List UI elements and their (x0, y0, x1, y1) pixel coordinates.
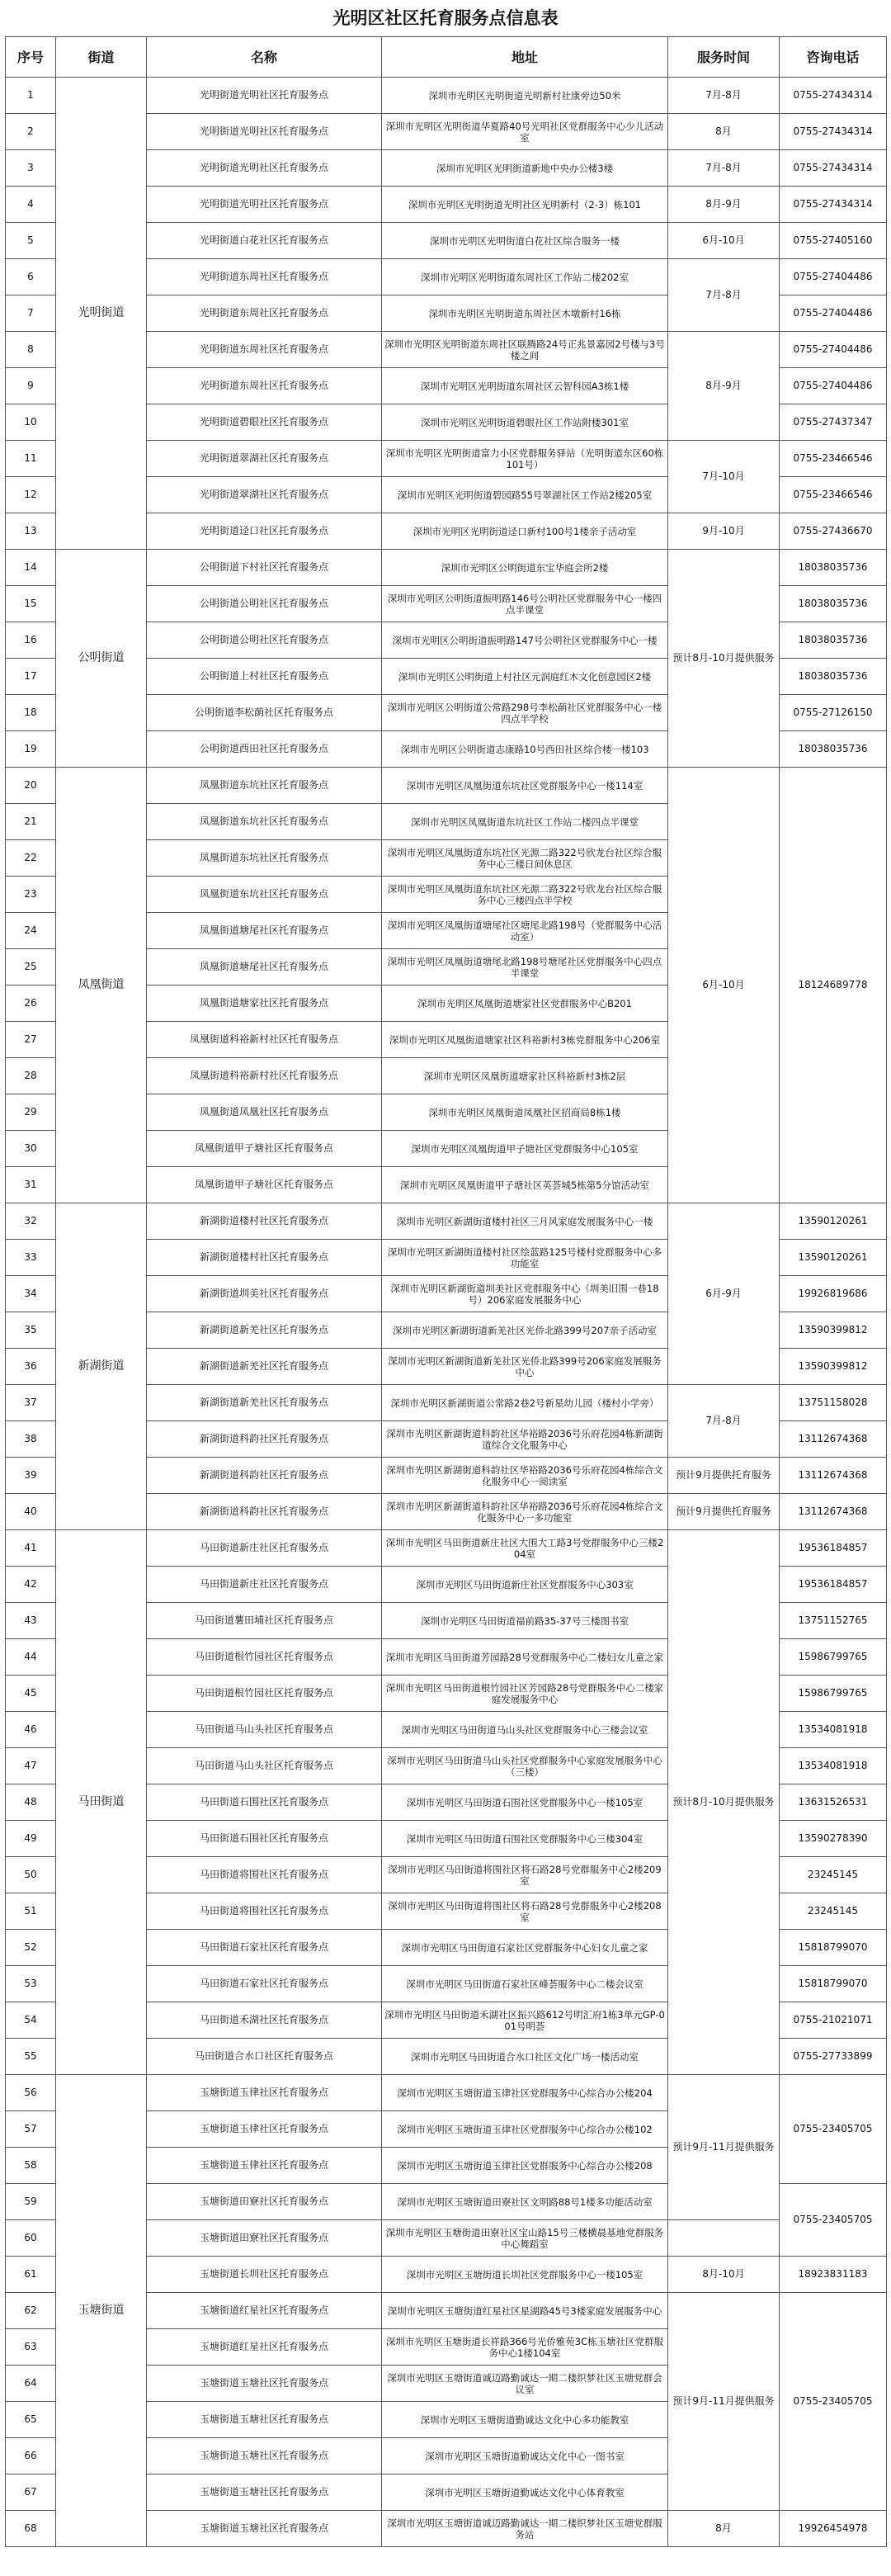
service-points-table (5, 36, 886, 2547)
row-number: 50 (6, 1857, 56, 1893)
service-point-address: 深圳市光明区玉塘街道玉律社区党群服务中心综合办公楼102 (382, 2111, 668, 2148)
contact-phone: 18923831183 (780, 2257, 887, 2293)
service-point-name: 凤凰街道塘尾社区托育服务点 (147, 913, 382, 949)
contact-phone: 0755-23466546 (780, 441, 887, 477)
service-point-address: 深圳市光明区公明街道志康路10号西田社区综合楼一楼103 (382, 731, 668, 768)
service-point-name: 光明街道翠湖社区托育服务点 (147, 441, 382, 477)
table-row (6, 768, 887, 804)
service-time: 预计9月-11月提供服务 (668, 2293, 780, 2511)
service-point-address: 深圳市光明区公明街道公常路298号李松蓢社区党群服务中心一楼四点半学校 (382, 695, 668, 731)
page-title: 光明区社区托育服务点信息表 (332, 7, 559, 28)
service-point-address: 深圳市光明区马田街道芳园路28号党群服务中心二楼妇女儿童之家 (382, 1639, 668, 1676)
service-point-address: 深圳市光明区玉塘街道长祥路366号光侨雅苑3C栋玉塘社区党群服务中心1楼104室 (382, 2329, 668, 2366)
service-point-address: 深圳市光明区马田街道根竹园社区芳园路28号党群服务中心二楼家庭发展服务中心 (382, 1676, 668, 1712)
service-point-name: 凤凰街道科裕新村社区托育服务点 (147, 1058, 382, 1094)
contact-phone: 13631526531 (780, 1784, 887, 1821)
service-point-name: 凤凰街道塘家社区托育服务点 (147, 985, 382, 1022)
service-point-address: 深圳市光明区公明街道振明路147号公明社区党群服务中心一楼 (382, 622, 668, 659)
row-number: 7 (6, 295, 56, 332)
service-point-name: 公明街道李松蓢社区托育服务点 (147, 695, 382, 731)
row-number: 5 (6, 223, 56, 259)
street-cell: 新湖街道 (56, 1203, 147, 1530)
service-point-address: 深圳市光明区新湖街道楼村社区三月风家庭发展服务中心一楼 (382, 1203, 668, 1240)
row-number: 24 (6, 913, 56, 949)
service-time: 6月-10月 (668, 223, 780, 259)
table-row (6, 1530, 887, 1567)
service-time: 7月-8月 (668, 78, 780, 114)
service-point-name: 新湖街道楼村社区托育服务点 (147, 1203, 382, 1240)
service-point-name: 凤凰街道塘尾社区托育服务点 (147, 949, 382, 985)
service-point-address: 深圳市光明区新湖街道科韵社区华裕路2036号乐府花园4栋新湖街道综合文化服务中心 (382, 1421, 668, 1458)
service-point-address: 深圳市光明区光明街道光明社区光明新村（2-3）栋101 (382, 187, 668, 223)
contact-phone: 0755-23466546 (780, 477, 887, 513)
contact-phone: 13534081918 (780, 1748, 887, 1784)
service-point-name: 公明街道西田社区托育服务点 (147, 731, 382, 768)
service-point-address: 深圳市光明区凤凰街道塘家社区科裕新村3栋党群服务中心206室 (382, 1022, 668, 1058)
row-number: 64 (6, 2366, 56, 2402)
service-time: 预计9月-11月提供服务 (668, 2075, 780, 2220)
contact-phone: 19536184857 (780, 1530, 887, 1567)
contact-phone: 13534081918 (780, 1712, 887, 1748)
service-point-name: 马田街道将围社区托育服务点 (147, 1893, 382, 1930)
service-point-name: 玉塘街道玉塘社区托育服务点 (147, 2402, 382, 2438)
service-point-address: 深圳市光明区光明街道东周社区云智科园A3栋1楼 (382, 368, 668, 404)
row-number: 2 (6, 114, 56, 150)
service-point-address: 深圳市光明区玉塘街道勤诚达文化中心一图书室 (382, 2438, 668, 2474)
row-number: 55 (6, 2039, 56, 2075)
row-number: 23 (6, 877, 56, 913)
street-cell: 玉塘街道 (56, 2075, 147, 2547)
service-point-name: 马田街道根竹园社区托育服务点 (147, 1676, 382, 1712)
service-point-address: 深圳市光明区马田街道马山头社区党群服务中心三楼会议室 (382, 1712, 668, 1748)
service-point-address: 深圳市光明区新湖街道圳美社区党群服务中心（圳美旧围一巷18号）206家庭发展服务中心 (382, 1276, 668, 1312)
row-number: 1 (6, 78, 56, 114)
row-number: 28 (6, 1058, 56, 1094)
contact-phone: 13590399812 (780, 1349, 887, 1385)
service-point-address: 深圳市光明区光明街道迳口新村100号1楼亲子活动室 (382, 513, 668, 550)
service-point-address: 深圳市光明区新湖街道新羌社区光侨北路399号207亲子活动室 (382, 1312, 668, 1349)
row-number: 56 (6, 2075, 56, 2111)
service-point-name: 光明街道翠湖社区托育服务点 (147, 477, 382, 513)
service-point-address: 深圳市光明区光明街道东周社区联腾路24号正兆景嘉园2号楼与3号楼之间 (382, 332, 668, 368)
service-point-name: 公明街道公明社区托育服务点 (147, 586, 382, 622)
row-number: 34 (6, 1276, 56, 1312)
row-number: 9 (6, 368, 56, 404)
row-number: 41 (6, 1530, 56, 1567)
service-time: 6月-9月 (668, 1203, 780, 1385)
contact-phone: 0755-27404486 (780, 368, 887, 404)
service-point-name: 新湖街道科韵社区托育服务点 (147, 1458, 382, 1494)
contact-phone: 0755-23405705 (780, 2075, 887, 2184)
contact-phone: 0755-27434314 (780, 114, 887, 150)
row-number: 21 (6, 804, 56, 840)
contact-phone: 0755-27404486 (780, 295, 887, 332)
service-point-name: 凤凰街道甲子塘社区托育服务点 (147, 1131, 382, 1167)
service-point-name: 光明街道碧眼社区托育服务点 (147, 404, 382, 441)
service-point-name: 马田街道新庄社区托育服务点 (147, 1567, 382, 1603)
contact-phone: 0755-23405705 (780, 2184, 887, 2257)
row-number: 31 (6, 1167, 56, 1203)
row-number: 54 (6, 2002, 56, 2039)
service-point-address: 深圳市光明区马田街道福前路35-37号三楼图书室 (382, 1603, 668, 1639)
service-point-address: 深圳市光明区马田街道将围社区将石路28号党群服务中心2楼208室 (382, 1893, 668, 1930)
service-point-name: 玉塘街道玉律社区托育服务点 (147, 2111, 382, 2148)
row-number: 15 (6, 586, 56, 622)
service-point-address: 深圳市光明区公明街道振明路146号公明社区党群服务中心一楼四点半课堂 (382, 586, 668, 622)
street-cell: 光明街道 (56, 78, 147, 550)
service-time: 预计8月-10月提供服务 (668, 550, 780, 768)
row-number: 48 (6, 1784, 56, 1821)
service-point-name: 马田街道根竹园社区托育服务点 (147, 1639, 382, 1676)
service-point-name: 玉塘街道玉律社区托育服务点 (147, 2148, 382, 2184)
service-point-name: 玉塘街道田寮社区托育服务点 (147, 2184, 382, 2220)
service-point-address: 深圳市光明区凤凰街道东坑社区光源二路322号欣龙台社区综合服务中心三楼日间休息区 (382, 840, 668, 877)
row-number: 12 (6, 477, 56, 513)
service-point-name: 新湖街道科韵社区托育服务点 (147, 1421, 382, 1458)
service-point-address: 深圳市光明区玉塘街道玉律社区党群服务中心综合办公楼208 (382, 2148, 668, 2184)
contact-phone: 0755-23405705 (780, 2293, 887, 2511)
row-number: 13 (6, 513, 56, 550)
service-point-address: 深圳市光明区新湖街道楼村社区绘蓝路125号楼村党群服务中心多功能室 (382, 1240, 668, 1276)
contact-phone: 19536184857 (780, 1567, 887, 1603)
table-row (6, 1203, 887, 1240)
row-number: 30 (6, 1131, 56, 1167)
row-number: 22 (6, 840, 56, 877)
row-number: 14 (6, 550, 56, 586)
contact-phone: 0755-27434314 (780, 78, 887, 114)
service-point-address: 深圳市光明区光明街道白花社区综合服务一楼 (382, 223, 668, 259)
row-number: 4 (6, 187, 56, 223)
service-point-name: 新湖街道楼村社区托育服务点 (147, 1240, 382, 1276)
row-number: 47 (6, 1748, 56, 1784)
contact-phone: 0755-27404486 (780, 259, 887, 295)
row-number: 33 (6, 1240, 56, 1276)
row-number: 66 (6, 2438, 56, 2474)
service-point-name: 光明街道迳口社区托育服务点 (147, 513, 382, 550)
row-number: 26 (6, 985, 56, 1022)
row-number: 37 (6, 1385, 56, 1421)
service-point-address: 深圳市光明区公明街道上村社区元润庭红木文化创意园区2楼 (382, 659, 668, 695)
contact-phone: 0755-27405160 (780, 223, 887, 259)
service-point-address: 深圳市光明区玉塘街道长圳社区党群服务中心一楼105室 (382, 2257, 668, 2293)
service-point-address: 深圳市光明区马田街道石围社区党群服务中心三楼304室 (382, 1821, 668, 1857)
contact-phone: 0755-27434314 (780, 187, 887, 223)
service-point-address: 深圳市光明区新湖街道科韵社区华裕路2036号乐府花园4栋综合文化服务中心一阅读室 (382, 1458, 668, 1494)
street-cell: 马田街道 (56, 1530, 147, 2075)
header-no: 序号 (6, 37, 56, 78)
service-point-name: 凤凰街道甲子塘社区托育服务点 (147, 1167, 382, 1203)
service-point-name: 玉塘街道田寮社区托育服务点 (147, 2220, 382, 2257)
service-time: 预计9月提供托育服务 (668, 1494, 780, 1530)
contact-phone: 23245145 (780, 1857, 887, 1893)
street-cell: 公明街道 (56, 550, 147, 768)
service-point-name: 玉塘街道玉塘社区托育服务点 (147, 2511, 382, 2547)
service-point-name: 凤凰街道科裕新村社区托育服务点 (147, 1022, 382, 1058)
contact-phone: 13112674368 (780, 1494, 887, 1530)
contact-phone: 15818799070 (780, 1966, 887, 2002)
service-point-address: 深圳市光明区光明街道东周社区工作站二楼202室 (382, 259, 668, 295)
service-point-address: 深圳市光明区凤凰街道东坑社区光源二路322号欣龙台社区综合服务中心三楼四点半学校 (382, 877, 668, 913)
row-number: 68 (6, 2511, 56, 2547)
service-point-name: 光明街道东周社区托育服务点 (147, 295, 382, 332)
row-number: 11 (6, 441, 56, 477)
service-point-address: 深圳市光明区凤凰街道凤凰社区招商局8栋1楼 (382, 1094, 668, 1131)
row-number: 65 (6, 2402, 56, 2438)
service-point-name: 新湖街道新羌社区托育服务点 (147, 1312, 382, 1349)
row-number: 57 (6, 2111, 56, 2148)
row-number: 59 (6, 2184, 56, 2220)
service-point-address: 深圳市光明区玉塘街道勤诚达文化中心体育教室 (382, 2474, 668, 2511)
service-point-address: 深圳市光明区凤凰街道甲子塘社区英荟城5栋第5分馆活动室 (382, 1167, 668, 1203)
row-number: 61 (6, 2257, 56, 2293)
row-number: 32 (6, 1203, 56, 1240)
contact-phone: 0755-27437347 (780, 404, 887, 441)
service-point-name: 光明街道光明社区托育服务点 (147, 78, 382, 114)
service-point-name: 新湖街道圳美社区托育服务点 (147, 1276, 382, 1312)
service-point-address: 深圳市光明区凤凰街道甲子塘社区党群服务中心105室 (382, 1131, 668, 1167)
header-service-time: 服务时间 (668, 37, 780, 78)
service-point-address: 深圳市光明区新湖街道科韵社区华裕路2036号乐府花园4栋综合文化服务中心一多功能室 (382, 1494, 668, 1530)
service-point-name: 马田街道马山头社区托育服务点 (147, 1748, 382, 1784)
row-number: 17 (6, 659, 56, 695)
service-point-name: 光明街道东周社区托育服务点 (147, 332, 382, 368)
header-address: 地址 (382, 37, 668, 78)
service-point-address: 深圳市光明区玉塘街道诚迈路勤诚达一期二楼织梦社区玉塘党群服务站 (382, 2511, 668, 2547)
row-number: 36 (6, 1349, 56, 1385)
row-number: 40 (6, 1494, 56, 1530)
row-number: 67 (6, 2474, 56, 2511)
service-point-name: 光明街道东周社区托育服务点 (147, 259, 382, 295)
service-time: 6月-10月 (668, 768, 780, 1203)
service-point-name: 凤凰街道东坑社区托育服务点 (147, 877, 382, 913)
service-point-name: 玉塘街道玉塘社区托育服务点 (147, 2366, 382, 2402)
row-number: 10 (6, 404, 56, 441)
row-number: 27 (6, 1022, 56, 1058)
service-point-address: 深圳市光明区凤凰街道塘家社区科裕新村3栋2层 (382, 1058, 668, 1094)
service-point-name: 马田街道石家社区托育服务点 (147, 1966, 382, 2002)
service-point-address: 深圳市光明区公明街道东宝华庭会所2楼 (382, 550, 668, 586)
contact-phone: 18124689778 (780, 768, 887, 1203)
service-point-name: 凤凰街道东坑社区托育服务点 (147, 768, 382, 804)
service-point-name: 马田街道石围社区托育服务点 (147, 1784, 382, 1821)
row-number: 6 (6, 259, 56, 295)
service-point-address: 深圳市光明区马田街道新庄社区党群服务中心303室 (382, 1567, 668, 1603)
service-point-address: 深圳市光明区光明街道碧眼社区工作站附楼301室 (382, 404, 668, 441)
contact-phone: 18038035736 (780, 586, 887, 622)
service-time: 7月-8月 (668, 1385, 780, 1458)
service-point-name: 马田街道薯田埔社区托育服务点 (147, 1603, 382, 1639)
service-point-address: 深圳市光明区马田街道马山头社区党群服务中心家庭发展服务中心（三楼） (382, 1748, 668, 1784)
row-number: 44 (6, 1639, 56, 1676)
table-header-row (6, 37, 887, 78)
contact-phone: 0755-21021071 (780, 2002, 887, 2039)
contact-phone: 0755-27126150 (780, 695, 887, 731)
contact-phone: 13112674368 (780, 1458, 887, 1494)
service-point-name: 凤凰街道凤凰社区托育服务点 (147, 1094, 382, 1131)
service-point-name: 新湖街道新羌社区托育服务点 (147, 1349, 382, 1385)
contact-phone: 13590399812 (780, 1312, 887, 1349)
service-point-address: 深圳市光明区光明街道华夏路40号光明社区党群服务中心少儿活动室 (382, 114, 668, 150)
contact-phone: 19926819686 (780, 1276, 887, 1312)
row-number: 52 (6, 1930, 56, 1966)
service-point-name: 玉塘街道红星社区托育服务点 (147, 2329, 382, 2366)
row-number: 16 (6, 622, 56, 659)
contact-phone: 13751158028 (780, 1385, 887, 1421)
contact-phone: 13590278390 (780, 1821, 887, 1857)
service-point-address: 深圳市光明区马田街道合水口社区文化广场一楼活动室 (382, 2039, 668, 2075)
row-number: 53 (6, 1966, 56, 2002)
service-point-address: 深圳市光明区光明街道富力小区党群服务驿站（光明街道东区60栋101号） (382, 441, 668, 477)
row-number: 39 (6, 1458, 56, 1494)
service-time: 预计8月-10月提供服务 (668, 1530, 780, 2075)
service-point-address: 深圳市光明区凤凰街道东坑社区工作站二楼四点半课堂 (382, 804, 668, 840)
service-point-name: 马田街道合水口社区托育服务点 (147, 2039, 382, 2075)
service-point-name: 公明街道上村社区托育服务点 (147, 659, 382, 695)
service-point-address: 深圳市光明区光明街道光明新村社康旁边50米 (382, 78, 668, 114)
contact-phone: 15986799765 (780, 1676, 887, 1712)
row-number: 45 (6, 1676, 56, 1712)
service-point-address: 深圳市光明区光明街道东周社区木墩新村16栋 (382, 295, 668, 332)
row-number: 46 (6, 1712, 56, 1748)
service-point-name: 玉塘街道玉律社区托育服务点 (147, 2075, 382, 2111)
service-point-name: 凤凰街道东坑社区托育服务点 (147, 840, 382, 877)
service-point-name: 马田街道马山头社区托育服务点 (147, 1712, 382, 1748)
table-row (6, 78, 887, 114)
row-number: 43 (6, 1603, 56, 1639)
service-point-address: 深圳市光明区玉塘街道田寮社区宝山路15号三楼横晨基地党群服务中心舞蹈室 (382, 2220, 668, 2257)
service-time: 8月-9月 (668, 187, 780, 223)
header-phone: 咨询电话 (780, 37, 887, 78)
contact-phone: 13590120261 (780, 1203, 887, 1240)
service-point-name: 凤凰街道东坑社区托育服务点 (147, 804, 382, 840)
contact-phone: 0755-27434314 (780, 150, 887, 187)
street-cell: 凤凰街道 (56, 768, 147, 1203)
row-number: 42 (6, 1567, 56, 1603)
contact-phone: 0755-27733899 (780, 2039, 887, 2075)
service-time: 预计9月提供托育服务 (668, 1458, 780, 1494)
service-point-address: 深圳市光明区光明街道新地中央办公楼3楼 (382, 150, 668, 187)
service-point-name: 玉塘街道红星社区托育服务点 (147, 2293, 382, 2329)
service-point-address: 深圳市光明区凤凰街道塘家社区党群服务中心B201 (382, 985, 668, 1022)
contact-phone: 13112674368 (780, 1421, 887, 1458)
service-point-address: 深圳市光明区马田街道禾湖社区振兴路612号明汇府1栋3单元GP-001号明荟 (382, 2002, 668, 2039)
row-number: 35 (6, 1312, 56, 1349)
service-point-name: 马田街道石家社区托育服务点 (147, 1930, 382, 1966)
service-time: 8月 (668, 114, 780, 150)
service-point-address: 深圳市光明区玉塘街道红星社区星湖路45号3楼家庭发展服务中心 (382, 2293, 668, 2329)
service-time: 9月-10月 (668, 513, 780, 550)
contact-phone: 19926454978 (780, 2511, 887, 2547)
contact-phone: 0755-27404486 (780, 332, 887, 368)
table-row (6, 2075, 887, 2111)
service-point-address: 深圳市光明区新湖街道公常路2巷2号新星幼儿园（楼村小学旁） (382, 1385, 668, 1421)
service-point-address: 深圳市光明区马田街道石家社区党群服务中心妇女儿童之家 (382, 1930, 668, 1966)
row-number: 63 (6, 2329, 56, 2366)
contact-phone: 18038035736 (780, 550, 887, 586)
service-point-address: 深圳市光明区马田街道新庄社区大围大工路3号党群服务中心三楼204室 (382, 1530, 668, 1567)
contact-phone: 15818799070 (780, 1930, 887, 1966)
row-number: 25 (6, 949, 56, 985)
row-number: 62 (6, 2293, 56, 2329)
service-time: 8月 (668, 2511, 780, 2547)
service-point-address: 深圳市光明区玉塘街道勤诚达文化中心多功能教室 (382, 2402, 668, 2438)
row-number: 3 (6, 150, 56, 187)
service-time: 7月-8月 (668, 259, 780, 332)
service-time: 7月-10月 (668, 441, 780, 513)
contact-phone: 23245145 (780, 1893, 887, 1930)
table-row (6, 550, 887, 586)
row-number: 49 (6, 1821, 56, 1857)
service-time: 7月-8月 (668, 150, 780, 187)
service-point-address: 深圳市光明区光明街道碧园路55号翠湖社区工作站2楼205室 (382, 477, 668, 513)
contact-phone: 15986799765 (780, 1639, 887, 1676)
service-point-name: 玉塘街道玉塘社区托育服务点 (147, 2474, 382, 2511)
service-point-name: 新湖街道科韵社区托育服务点 (147, 1494, 382, 1530)
contact-phone: 0755-27436670 (780, 513, 887, 550)
service-point-name: 马田街道新庄社区托育服务点 (147, 1530, 382, 1567)
row-number: 51 (6, 1893, 56, 1930)
service-point-name: 光明街道白花社区托育服务点 (147, 223, 382, 259)
service-point-address: 深圳市光明区凤凰街道塘尾社区塘尾北路198号（党群服务中心活动室） (382, 913, 668, 949)
service-point-name: 光明街道光明社区托育服务点 (147, 187, 382, 223)
service-point-address: 深圳市光明区新湖街道新羌社区光侨北路399号206家庭发展服务中心 (382, 1349, 668, 1385)
row-number: 8 (6, 332, 56, 368)
row-number: 20 (6, 768, 56, 804)
service-point-address: 深圳市光明区凤凰街道塘尾北路198号塘尾社区党群服务中心四点半课堂 (382, 949, 668, 985)
service-point-address: 深圳市光明区马田街道石围社区党群服务中心一楼105室 (382, 1784, 668, 1821)
contact-phone: 18038035736 (780, 659, 887, 695)
service-point-name: 玉塘街道长圳社区托育服务点 (147, 2257, 382, 2293)
contact-phone: 13751152765 (780, 1603, 887, 1639)
service-point-name: 光明街道东周社区托育服务点 (147, 368, 382, 404)
row-number: 29 (6, 1094, 56, 1131)
service-point-name: 玉塘街道玉塘社区托育服务点 (147, 2438, 382, 2474)
service-point-name: 公明街道下村社区托育服务点 (147, 550, 382, 586)
row-number: 19 (6, 731, 56, 768)
service-point-address: 深圳市光明区马田街道石家社区峰荟服务中心二楼会议室 (382, 1966, 668, 2002)
service-point-name: 新湖街道新羌社区托育服务点 (147, 1385, 382, 1421)
service-point-address: 深圳市光明区玉塘街道玉律社区党群服务中心综合办公楼204 (382, 2075, 668, 2111)
service-point-name: 光明街道光明社区托育服务点 (147, 114, 382, 150)
table-body (6, 78, 887, 2547)
contact-phone: 18038035736 (780, 622, 887, 659)
service-point-address: 深圳市光明区凤凰街道东坑社区党群服务中心一楼114室 (382, 768, 668, 804)
service-point-address: 深圳市光明区玉塘街道田寮社区文明路88号1楼多功能活动室 (382, 2184, 668, 2220)
service-point-address: 深圳市光明区玉塘街道诚迈路勤诚达一期二楼织梦社区玉塘党群会议室 (382, 2366, 668, 2402)
service-point-address: 深圳市光明区马田街道将围社区将石路28号党群服务中心2楼209室 (382, 1857, 668, 1893)
row-number: 38 (6, 1421, 56, 1458)
service-point-name: 马田街道将围社区托育服务点 (147, 1857, 382, 1893)
service-time: 8月-10月 (668, 2257, 780, 2293)
header-street: 街道 (56, 37, 147, 78)
service-point-name: 光明街道光明社区托育服务点 (147, 150, 382, 187)
row-number: 60 (6, 2220, 56, 2257)
service-point-name: 马田街道禾湖社区托育服务点 (147, 2002, 382, 2039)
service-point-name: 马田街道石围社区托育服务点 (147, 1821, 382, 1857)
header-name: 名称 (147, 37, 382, 78)
row-number: 58 (6, 2148, 56, 2184)
row-number: 18 (6, 695, 56, 731)
contact-phone: 18038035736 (780, 731, 887, 768)
service-point-name: 公明街道公明社区托育服务点 (147, 622, 382, 659)
contact-phone: 13590120261 (780, 1240, 887, 1276)
service-time: 8月-9月 (668, 332, 780, 441)
